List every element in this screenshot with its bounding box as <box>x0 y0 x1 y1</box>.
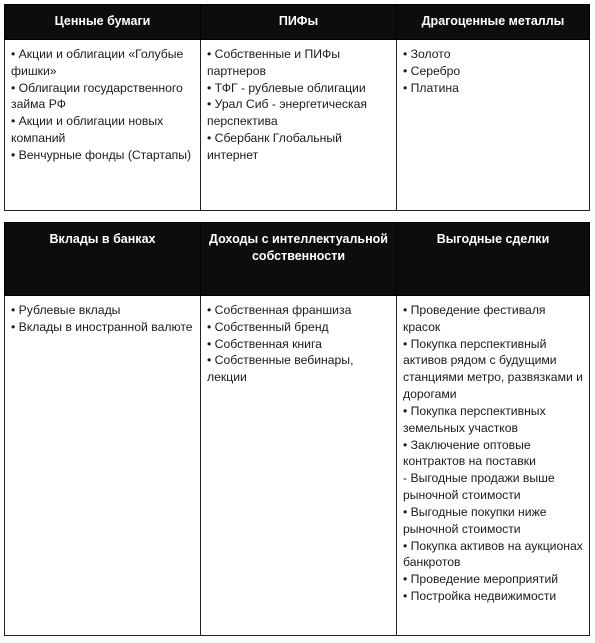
header-precious-metals: Драгоценные металлы <box>397 5 590 40</box>
list-item: • Собственный бренд <box>207 319 329 334</box>
list-item: • Проведение мероприятий <box>403 572 559 587</box>
content-row <box>5 40 590 211</box>
list-intellectual-property <box>207 302 390 386</box>
list-item: • Вклады в иностранной валюте <box>11 319 193 334</box>
list-item: • Собственные и ПИФы партнеров <box>207 47 340 78</box>
cell-intellectual-property <box>201 296 397 636</box>
list-item: • Покупка активов на аукционах банкротов <box>403 538 583 570</box>
list-item: • Венчурные фонды (Стартапы) <box>11 147 192 162</box>
list-item: • Акции и облигации «Голубые фишки» <box>11 47 184 78</box>
list-profitable-deals <box>403 302 583 605</box>
list-item: • Покупка перспективный активов рядом с будущими станциями метро, развязками и дорогами <box>403 336 583 402</box>
content-row <box>5 296 590 636</box>
list-item: • Рублевые вклады <box>11 303 121 317</box>
investments-table-bottom <box>4 222 590 636</box>
list-item: • Собственные вебинары, лекции <box>207 353 354 385</box>
list-item: • Сбербанк Глобальный интернет <box>207 131 342 162</box>
cell-bank-deposits <box>5 296 201 636</box>
cell-precious-metals <box>397 40 590 211</box>
list-item: • Облигации государственного займа РФ <box>11 80 183 112</box>
header-mutual-funds: ПИФы <box>201 5 397 40</box>
list-item: - Выгодные продажи выше рыночной стоимости <box>403 471 555 503</box>
header-bank-deposits: Вклады в банках <box>5 223 201 296</box>
list-item: • Серебро <box>403 63 461 78</box>
list-item: • Урал Сиб - энергетическая перспектива <box>207 97 367 129</box>
cell-mutual-funds <box>201 40 397 211</box>
header-row <box>5 223 590 296</box>
cell-profitable-deals <box>397 296 590 636</box>
list-mutual-funds <box>207 46 390 164</box>
list-item: • Платина <box>403 80 459 95</box>
header-row <box>5 5 590 40</box>
cell-securities <box>5 40 201 211</box>
list-item: • Постройка недвижимости <box>403 589 557 604</box>
list-item: • Заключение оптовые контрактов на поставки <box>403 437 536 469</box>
list-item: • Выгодные покупки ниже рыночной стоимости <box>403 504 547 536</box>
list-item: • ТФГ - рублевые облигации <box>207 80 366 95</box>
list-securities <box>11 46 194 164</box>
list-item: • Собственная книга <box>207 336 322 351</box>
list-precious-metals <box>403 46 583 96</box>
investments-table-top <box>4 4 590 211</box>
list-item: • Проведение фестиваля красок <box>403 303 546 334</box>
header-profitable-deals: Выгодные сделки <box>397 223 590 296</box>
header-intellectual-property: Доходы с интеллектуальной собственности <box>201 223 397 296</box>
list-item: • Собственная франшиза <box>207 303 352 317</box>
header-securities: Ценные бумаги <box>5 5 201 40</box>
list-item: • Акции и облигации новых компаний <box>11 114 164 146</box>
list-item: • Золото <box>403 47 451 61</box>
list-item: • Покупка перспективных земельных участков <box>403 403 546 435</box>
list-bank-deposits <box>11 302 194 336</box>
